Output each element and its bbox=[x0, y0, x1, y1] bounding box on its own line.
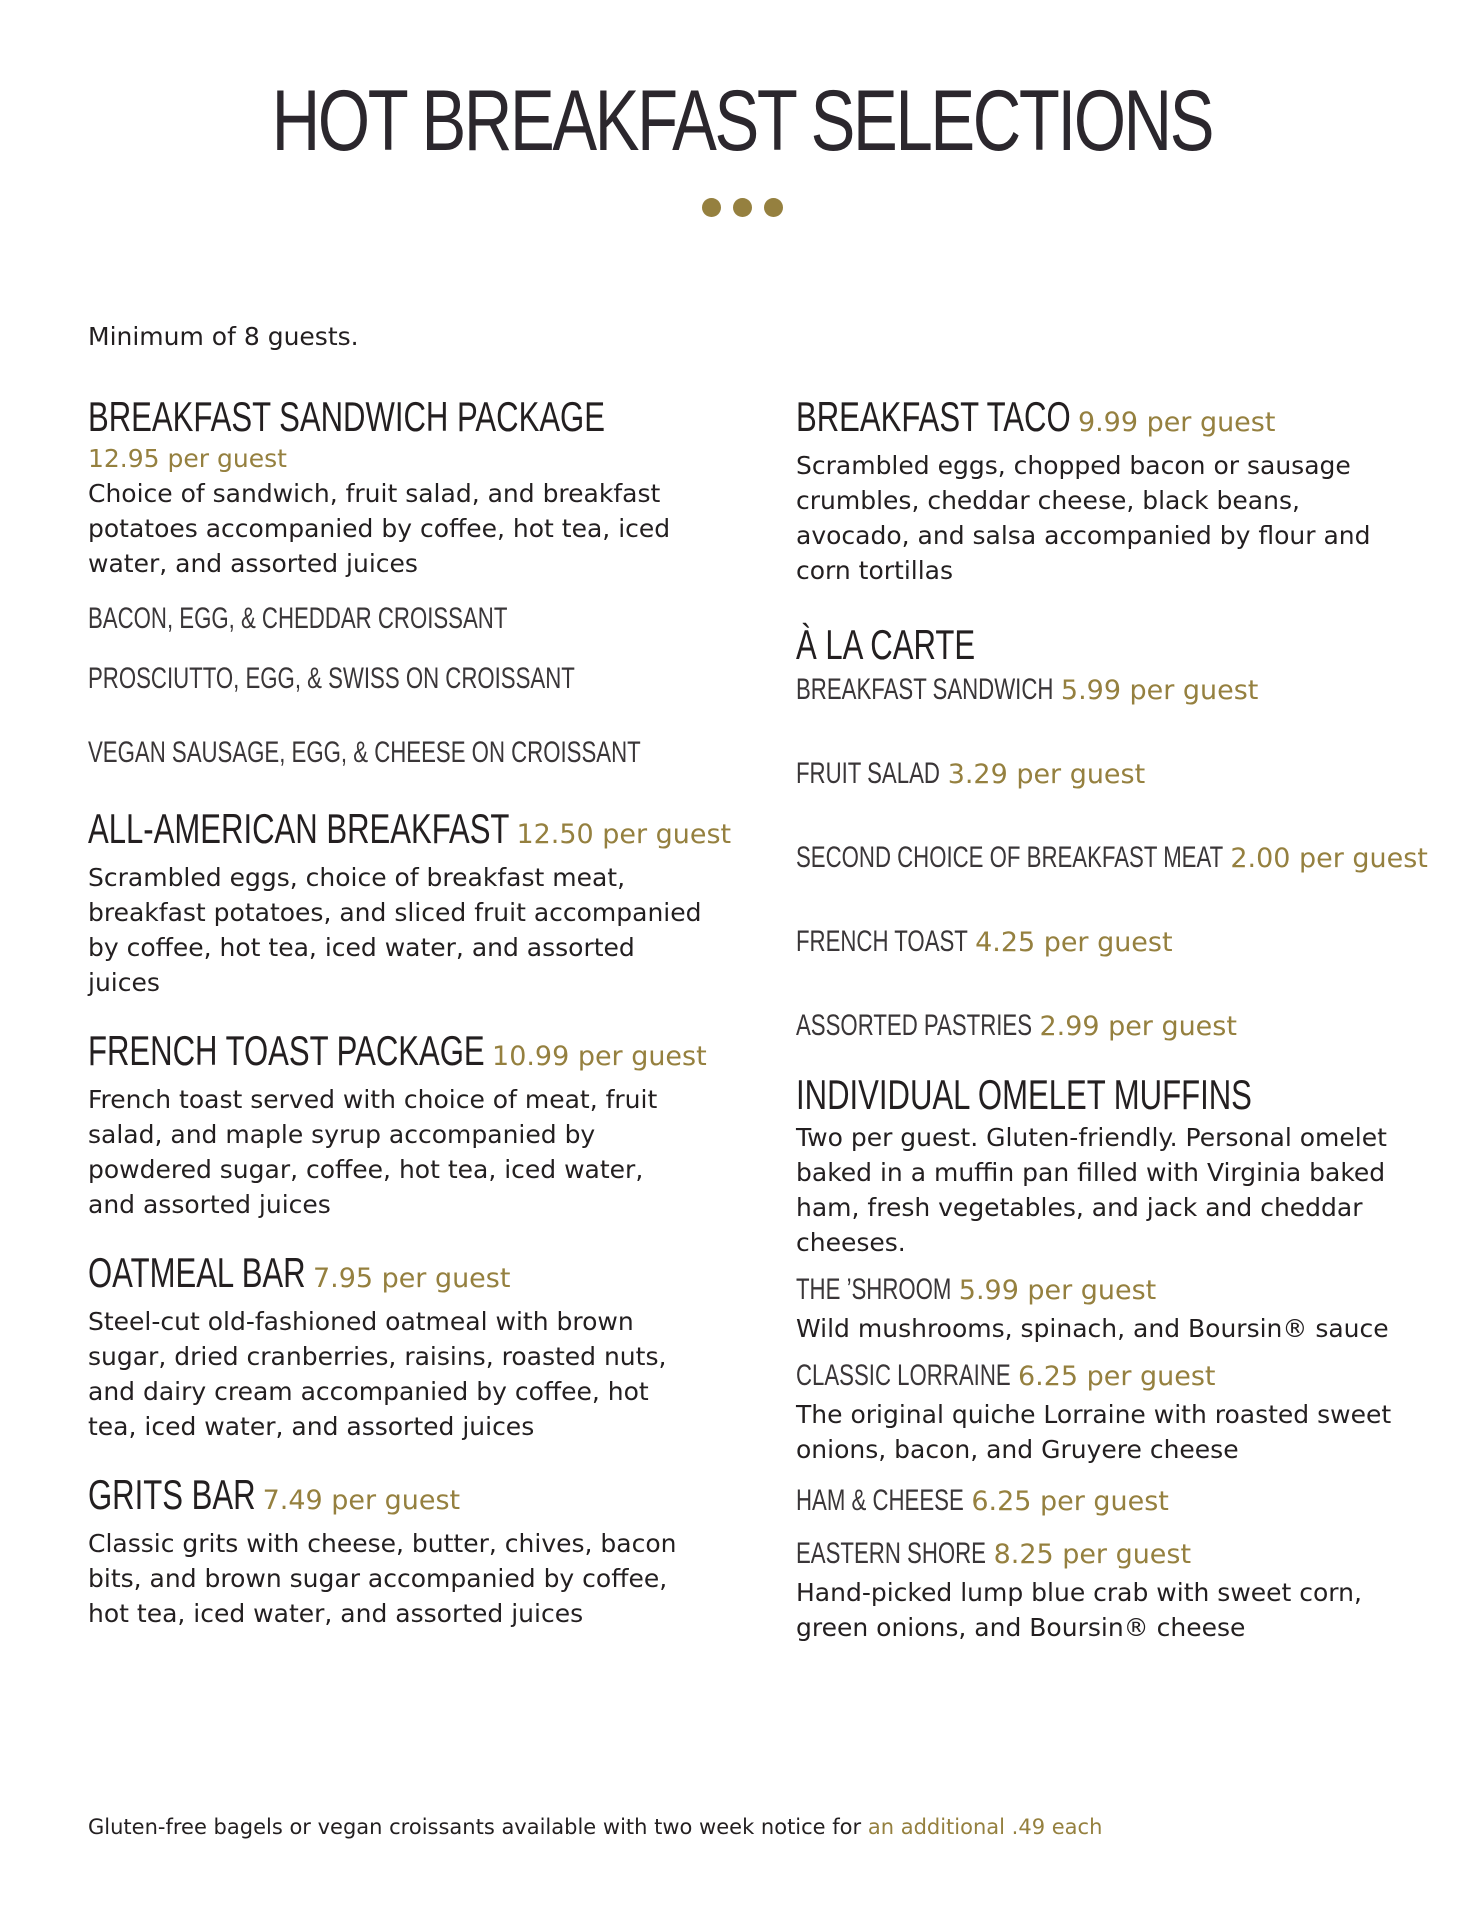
footnote: Gluten-free bagels or vegan croissants available with two week notice for an additional .49 each bbox=[88, 1815, 1103, 1839]
sandwich-option: BACON, EGG, & CHEDDAR CROISSANT bbox=[88, 602, 508, 635]
package-description: Choice of sandwich, fruit salad, and breakfast potatoes accompanied by coffee, hot tea, iced water, and assorted juices bbox=[88, 479, 671, 578]
package-name: GRITS BAR 7.49 per guest bbox=[88, 1470, 532, 1526]
omelet-item-description: The original quiche Lorraine with roasted sweet onions, bacon, and Gruyere cheese bbox=[796, 1400, 1392, 1464]
package-name: ALL-AMERICAN BREAKFAST 12.50 per guest bbox=[88, 804, 547, 860]
package-description: Scrambled eggs, chopped bacon or sausage crumbles, cheddar cheese, black beans, avocado, and salsa accompanied by flour and corn tortillas bbox=[796, 451, 1371, 585]
a-la-carte-item: SECOND CHOICE OF BREAKFAST MEAT 2.00 per guest bbox=[796, 838, 1255, 879]
package-description: Classic grits with cheese, butter, chives, bacon bits, and brown sugar accompanied by coffee, hot tea, iced water, and assorted juices bbox=[88, 1529, 677, 1628]
decorative-dots bbox=[0, 198, 1484, 221]
package-name: BREAKFAST SANDWICH PACKAGE bbox=[88, 393, 605, 440]
section-heading: À LA CARTE bbox=[796, 621, 976, 668]
item-price: 2.00 per guest bbox=[1230, 843, 1429, 874]
package-price: 12.50 per guest bbox=[516, 819, 732, 850]
breakfast-sandwich-package bbox=[88, 392, 708, 773]
package-description: Steel-cut old-fashioned oatmeal with brown sugar, dried cranberries, raisins, roasted nuts, and dairy cream accompanied by coffee, hot tea, iced water, and assorted juices bbox=[88, 1307, 667, 1441]
package-name: BREAKFAST TACO 9.99 per guest bbox=[796, 392, 1255, 448]
package-name: OATMEAL BAR 7.95 per guest bbox=[88, 1248, 532, 1304]
package-price: 7.95 per guest bbox=[313, 1263, 511, 1294]
omelet-item-name: EASTERN SHORE 8.25 per guest bbox=[796, 1534, 1255, 1575]
item-price: 5.99 per guest bbox=[1060, 675, 1259, 706]
page-title: HOT BREAKFAST SELECTIONS bbox=[271, 73, 1213, 169]
section-heading: INDIVIDUAL OMELET MUFFINS bbox=[796, 1071, 1252, 1118]
section-description: Two per guest. Gluten-friendly. Personal omelet baked in a muffin pan filled with Virginia baked ham, fresh vegetables, and jack and cheddar cheeses. bbox=[796, 1123, 1387, 1257]
item-price: 6.25 per guest bbox=[1018, 1361, 1216, 1392]
omelet-item-name: THE ’SHROOM 5.99 per guest bbox=[796, 1270, 1255, 1311]
item-price: 6.25 per guest bbox=[971, 1486, 1169, 1517]
sandwich-option: VEGAN SAUSAGE, EGG, & CHEESE ON CROISSANT bbox=[88, 736, 641, 769]
a-la-carte-item: BREAKFAST SANDWICH 5.99 per guest bbox=[796, 670, 1255, 711]
omelet-item-description: Hand-picked lump blue crab with sweet corn, green onions, and Boursin® cheese bbox=[796, 1578, 1362, 1642]
package-price: 7.49 per guest bbox=[262, 1485, 461, 1516]
dot-icon bbox=[764, 198, 783, 217]
sandwich-option: PROSCIUTTO, EGG, & SWISS ON CROISSANT bbox=[88, 662, 575, 695]
a-la-carte-item: ASSORTED PASTRIES 2.99 per guest bbox=[796, 1006, 1255, 1047]
dot-icon bbox=[702, 198, 721, 217]
dot-icon bbox=[733, 198, 752, 217]
omelet-item-name: CLASSIC LORRAINE 6.25 per guest bbox=[796, 1356, 1255, 1397]
item-price: 8.25 per guest bbox=[993, 1539, 1191, 1570]
omelet-item-name: HAM & CHEESE 6.25 per guest bbox=[796, 1481, 1255, 1522]
item-price: 5.99 per guest bbox=[958, 1275, 1157, 1306]
item-price: 3.29 per guest bbox=[947, 759, 1145, 790]
individual-omelet-muffins bbox=[796, 1070, 1416, 1645]
a-la-carte bbox=[796, 620, 1429, 1047]
minimum-guests-note: Minimum of 8 guests. bbox=[88, 322, 359, 351]
package-price: 10.99 per guest bbox=[492, 1041, 707, 1072]
package-price: 9.99 per guest bbox=[1078, 407, 1276, 438]
item-price: 4.25 per guest bbox=[975, 927, 1173, 958]
footnote-highlight: an additional .49 each bbox=[867, 1815, 1103, 1839]
oatmeal-bar bbox=[88, 1248, 688, 1444]
a-la-carte-item: FRENCH TOAST 4.25 per guest bbox=[796, 922, 1255, 963]
omelet-item-description: Wild mushrooms, spinach, and Boursin® sauce bbox=[796, 1314, 1389, 1343]
package-price: 12.95 per guest bbox=[88, 444, 287, 473]
package-description: French toast served with choice of meat, fruit salad, and maple syrup accompanied by powdered sugar, coffee, hot tea, iced water, and assorted juices bbox=[88, 1085, 658, 1219]
package-description: Scrambled eggs, choice of breakfast meat, breakfast potatoes, and sliced fruit accompanied by coffee, hot tea, iced water, and assorted juices bbox=[88, 863, 702, 997]
all-american-breakfast bbox=[88, 804, 732, 1000]
grits-bar bbox=[88, 1470, 688, 1631]
a-la-carte-item: FRUIT SALAD 3.29 per guest bbox=[796, 754, 1255, 795]
breakfast-taco bbox=[796, 392, 1416, 588]
item-price: 2.99 per guest bbox=[1039, 1011, 1237, 1042]
french-toast-package bbox=[88, 1026, 707, 1222]
package-name: FRENCH TOAST PACKAGE 10.99 per guest bbox=[88, 1026, 532, 1082]
